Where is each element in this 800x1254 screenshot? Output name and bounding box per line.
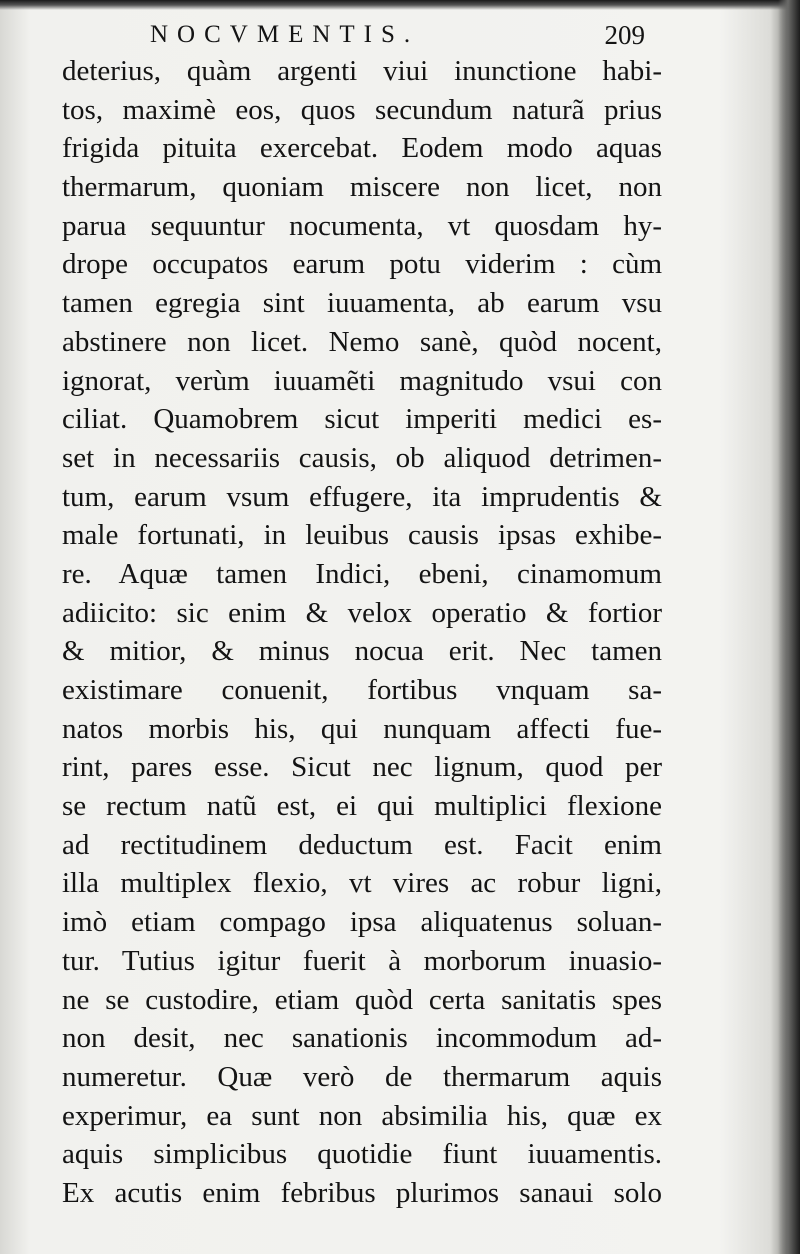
text-line: rint, pares esse. Sicut nec lignum, quod per <box>62 751 662 784</box>
running-title: NOCVMENTIS. <box>150 21 420 48</box>
text-line: set in necessariis causis, ob aliquod detrimen- <box>62 441 662 474</box>
text-line: tur. Tutius igitur fuerit à morborum inuasio- <box>62 944 662 977</box>
text-line: imò etiam compago ipsa aliquatenus soluan- <box>62 906 662 939</box>
text-line: natos morbis his, qui nunquam affecti fue- <box>62 712 662 745</box>
text-line: adiicito: sic enim & velox operatio & fortior <box>62 596 662 629</box>
text-line: aquis simplicibus quotidie fiunt iuuamentis. <box>62 1138 662 1171</box>
scan-top-edge <box>0 0 800 10</box>
text-line: tos, maximè eos, quos secundum naturã prius <box>62 93 662 126</box>
text-line: tamen egregia sint iuuamenta, ab earum vsu <box>62 287 662 320</box>
text-line: & mitior, & minus nocua erit. Nec tamen <box>62 635 662 668</box>
text-line: deterius, quàm argenti viui inunctione habi- <box>62 55 662 87</box>
body-text <box>62 52 662 1213</box>
text-line: abstinere non licet. Nemo sanè, quòd nocent, <box>62 325 662 358</box>
text-line: re. Aquæ tamen Indici, ebeni, cinamomum <box>62 557 662 590</box>
scan-binding-edge <box>778 0 800 1254</box>
text-line: experimur, ea sunt non absimilia his, quæ ex <box>62 1099 662 1132</box>
text-line: numeretur. Quæ verò de thermarum aquis <box>62 1060 662 1093</box>
text-line: illa multiplex flexio, vt vires ac robur ligni, <box>62 867 662 900</box>
running-head <box>150 18 650 52</box>
text-line: ne se custodire, etiam quòd certa sanitatis spes <box>62 983 662 1016</box>
text-line: se rectum natũ est, ei qui multiplici flexione <box>62 790 662 823</box>
text-line: parua sequuntur nocumenta, vt quosdam hy- <box>62 209 662 242</box>
text-line: ignorat, verùm iuuamẽti magnitudo vsui con <box>62 364 662 397</box>
text-line: male fortunati, in leuibus causis ipsas exhibe- <box>62 519 662 552</box>
text-line: tum, earum vsum effugere, ita imprudentis & <box>62 480 662 513</box>
text-line: ciliat. Quamobrem sicut imperiti medici es- <box>62 403 662 436</box>
text-line: non desit, nec sanationis incommodum ad- <box>62 1022 662 1055</box>
text-line: frigida pituita exercebat. Eodem modo aquas <box>62 132 662 165</box>
text-line: drope occupatos earum potu viderim : cùm <box>62 248 662 281</box>
text-line: thermarum, quoniam miscere non licet, non <box>62 171 662 204</box>
text-line: Ex acutis enim febribus plurimos sanaui solo <box>62 1176 662 1209</box>
page-number: 209 <box>604 20 645 50</box>
text-line: existimare conuenit, fortibus vnquam sa- <box>62 674 662 706</box>
text-line: ad rectitudinem deductum est. Facit enim <box>62 828 662 861</box>
